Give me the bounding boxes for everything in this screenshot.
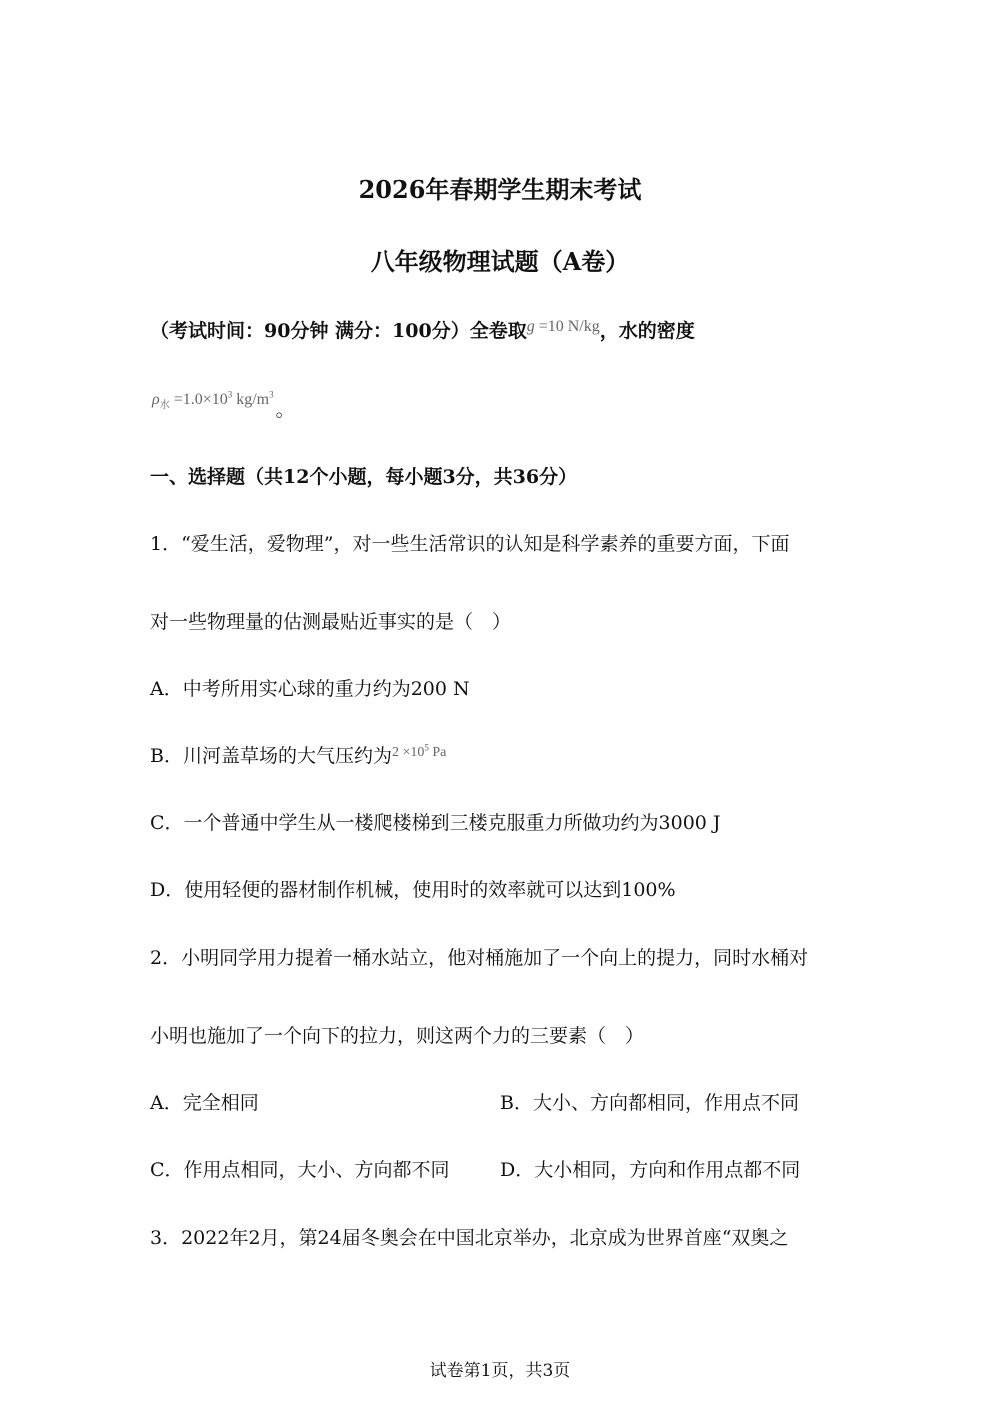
question-1-option-a: A．中考所用实心球的重力约为200 N (150, 678, 470, 700)
exam-info-text: （考试时间：90分钟 满分：100分）全卷取 (150, 320, 527, 342)
question-1-option-c: C．一个普通中学生从一楼爬楼梯到三楼克服重力所做功约为3000 J (150, 812, 721, 834)
question-1-option-b: B．川河盖草场的大气压约为$^{2 \times 10^5 Pa}$ (150, 742, 447, 767)
pressure-value: 2 ×105 Pa (391, 742, 447, 760)
question-3-line1: 3．2022年2月，第24届冬奥会在中国北京举办，北京成为世界首座“双奥之 (150, 1227, 789, 1249)
question-2-line1: 2．小明同学用力提着一桶水站立，他对桶施加了一个向上的提力，同时水桶对 (150, 947, 809, 969)
question-2-line2: 小明也施加了一个向下的拉力，则这两个力的三要素（ ） (150, 1025, 645, 1047)
exam-info-tail: ，水的密度 (599, 320, 695, 342)
gravity-constant: g =10 N/kg (526, 318, 600, 335)
question-2-option-c: C．作用点相同，大小、方向都不同 (150, 1159, 450, 1181)
question-2-option-a: A．完全相同 (150, 1092, 259, 1114)
exam-info-line1 (150, 316, 695, 343)
question-1-option-d: D．使用轻便的器材制作机械，使用时的效率就可以达到100% (150, 879, 676, 901)
water-density-formula: $\rho_水 =1.0\times 10^3$ $kg/m^3$。 (152, 389, 295, 421)
question-1-line2: 对一些物理量的估测最贴近事实的是（ ） (150, 611, 512, 633)
exam-title: 2026年春期学生期末考试 (358, 175, 642, 204)
question-2-option-b: B．大小、方向都相同，作用点不同 (500, 1092, 799, 1114)
exam-subtitle: 八年级物理试题（A卷） (370, 247, 630, 276)
question-2-option-d: D．大小相同，方向和作用点都不同 (500, 1159, 801, 1181)
question-1-line1: 1．“爱生活，爱物理”，对一些生活常识的认知是科学素养的重要方面，下面 (150, 533, 790, 555)
section-heading: 一、选择题（共12个小题，每小题3分，共36分） (150, 466, 578, 488)
page-number: 试卷第1页，共3页 (429, 1361, 571, 1381)
